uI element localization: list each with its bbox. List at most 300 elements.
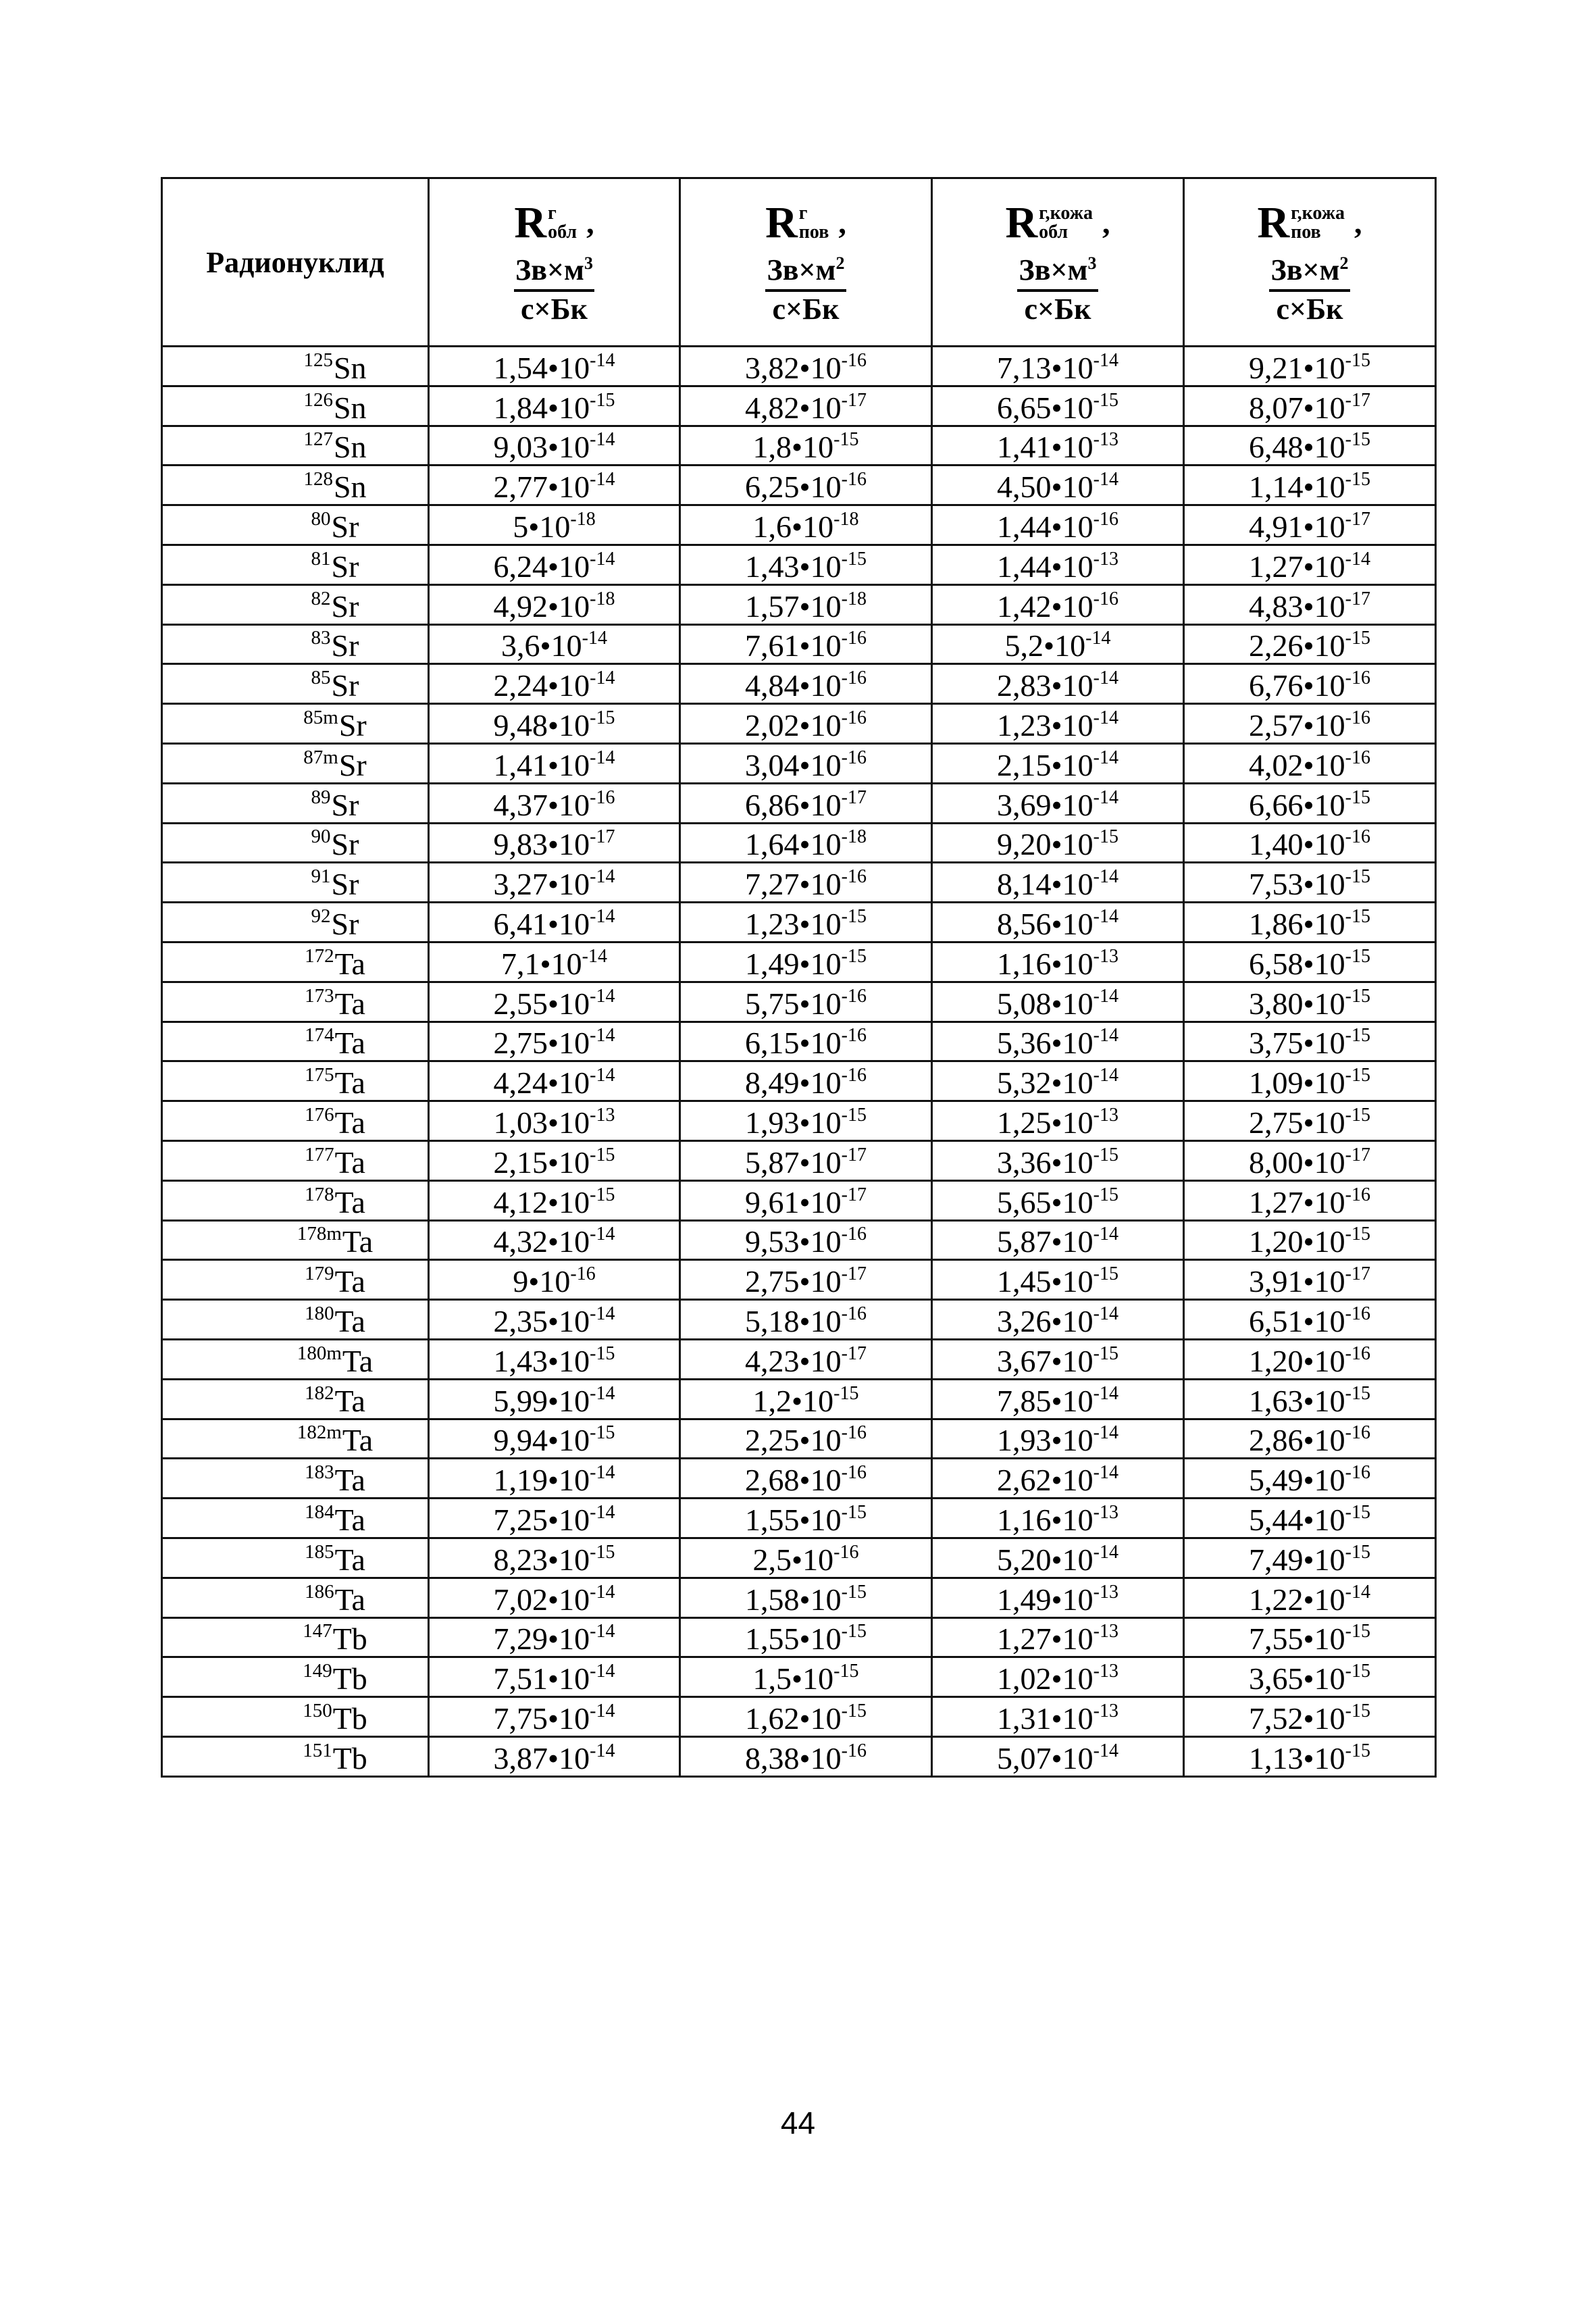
value-mantissa: 9•10 bbox=[513, 1264, 571, 1299]
mass-number: 174 bbox=[305, 1024, 334, 1047]
value-mantissa: 4,92•10 bbox=[493, 588, 590, 624]
value-cell bbox=[680, 1300, 932, 1340]
value-exponent: -14 bbox=[1345, 548, 1370, 570]
element-symbol: Ta bbox=[334, 1502, 365, 1537]
element-symbol: Ta bbox=[334, 1303, 365, 1338]
value-exponent: -15 bbox=[590, 1541, 615, 1563]
table-row bbox=[162, 1061, 1436, 1101]
value-exponent: -15 bbox=[841, 1501, 867, 1523]
mass-number: 128 bbox=[303, 468, 333, 491]
mass-number: 178m bbox=[297, 1223, 342, 1245]
value-exponent: -16 bbox=[841, 747, 867, 768]
value-cell bbox=[680, 1736, 932, 1776]
value-mantissa: 3,36•10 bbox=[997, 1145, 1093, 1180]
value-cell bbox=[680, 386, 932, 426]
value-mantissa: 4,84•10 bbox=[745, 668, 842, 703]
dose-coefficient-table bbox=[161, 177, 1437, 1778]
value-cell bbox=[932, 1419, 1184, 1459]
header-unit-fraction bbox=[1005, 255, 1110, 324]
value-mantissa: 1,45•10 bbox=[997, 1264, 1093, 1299]
value-exponent: -15 bbox=[1093, 1144, 1118, 1165]
element-symbol: Ta bbox=[334, 1145, 365, 1180]
value-cell bbox=[680, 664, 932, 704]
value-mantissa: 1,57•10 bbox=[745, 588, 842, 624]
value-exponent: -15 bbox=[590, 1184, 615, 1205]
value-exponent: -14 bbox=[590, 1700, 615, 1721]
value-mantissa: 1,16•10 bbox=[997, 1502, 1093, 1537]
value-cell bbox=[932, 1022, 1184, 1061]
value-exponent: -17 bbox=[841, 1263, 867, 1285]
value-cell bbox=[932, 982, 1184, 1022]
value-cell bbox=[1184, 903, 1436, 942]
value-cell bbox=[429, 903, 680, 942]
value-cell bbox=[1184, 1300, 1436, 1340]
value-mantissa: 5,08•10 bbox=[997, 986, 1093, 1021]
value-cell bbox=[932, 1499, 1184, 1538]
header-symbol: R bbox=[514, 197, 547, 247]
element-symbol: Tb bbox=[332, 1701, 367, 1736]
value-cell bbox=[680, 1697, 932, 1737]
header-superscript: г,кожа bbox=[1039, 202, 1093, 224]
value-exponent: -14 bbox=[590, 1025, 615, 1047]
value-exponent: -14 bbox=[1093, 1065, 1118, 1086]
header-indices bbox=[799, 204, 829, 242]
value-mantissa: 3,80•10 bbox=[1249, 986, 1345, 1021]
header-nuclide bbox=[162, 178, 429, 347]
nuclide-cell bbox=[162, 426, 429, 466]
value-cell bbox=[680, 783, 932, 823]
value-mantissa: 1,27•10 bbox=[1249, 1184, 1345, 1219]
mass-number: 180 bbox=[305, 1302, 334, 1324]
value-mantissa: 5,49•10 bbox=[1249, 1463, 1345, 1498]
value-cell bbox=[680, 823, 932, 863]
element-symbol: Sn bbox=[333, 390, 367, 425]
header-subscript: пов bbox=[1291, 221, 1321, 243]
nuclide-cell bbox=[162, 1578, 429, 1617]
value-exponent: -16 bbox=[590, 786, 615, 808]
value-mantissa: 2,55•10 bbox=[493, 986, 590, 1021]
header-indices bbox=[1039, 204, 1093, 242]
value-cell bbox=[932, 386, 1184, 426]
value-mantissa: 5,36•10 bbox=[997, 1026, 1093, 1061]
element-symbol: Tb bbox=[332, 1740, 367, 1776]
value-mantissa: 1,03•10 bbox=[493, 1105, 590, 1140]
value-exponent: -13 bbox=[1093, 1700, 1118, 1721]
element-symbol: Ta bbox=[334, 1383, 365, 1418]
value-mantissa: 2,77•10 bbox=[493, 470, 590, 505]
value-exponent: -16 bbox=[1345, 1422, 1370, 1444]
value-cell bbox=[1184, 1617, 1436, 1657]
nuclide-cell bbox=[162, 942, 429, 982]
value-mantissa: 2,57•10 bbox=[1249, 707, 1345, 743]
element-symbol: Sr bbox=[331, 509, 359, 544]
value-exponent: -14 bbox=[1345, 1581, 1370, 1603]
nuclide-cell bbox=[162, 1379, 429, 1419]
nuclide-cell bbox=[162, 545, 429, 584]
value-cell bbox=[1184, 783, 1436, 823]
header-nuclide-label: Радионуклид bbox=[206, 245, 384, 279]
value-exponent: -15 bbox=[1345, 1661, 1370, 1682]
value-mantissa: 8,07•10 bbox=[1249, 390, 1345, 425]
table-row bbox=[162, 1180, 1436, 1220]
value-mantissa: 1,44•10 bbox=[997, 549, 1093, 584]
value-exponent: -15 bbox=[1345, 349, 1370, 371]
value-mantissa: 4,82•10 bbox=[745, 390, 842, 425]
value-exponent: -18 bbox=[841, 826, 867, 848]
header-col bbox=[429, 178, 680, 347]
mass-number: 179 bbox=[305, 1263, 334, 1285]
value-cell bbox=[680, 466, 932, 505]
header-unit-fraction bbox=[1257, 255, 1362, 324]
value-exponent: -15 bbox=[1345, 1104, 1370, 1126]
nuclide-cell bbox=[162, 1339, 429, 1379]
value-mantissa: 1,6•10 bbox=[752, 509, 834, 544]
value-exponent: -15 bbox=[1345, 429, 1370, 451]
value-cell bbox=[1184, 466, 1436, 505]
value-mantissa: 9,94•10 bbox=[493, 1423, 590, 1458]
header-formula bbox=[1005, 197, 1110, 326]
value-mantissa: 1,42•10 bbox=[997, 588, 1093, 624]
value-exponent: -13 bbox=[1093, 1104, 1118, 1126]
value-cell bbox=[429, 1140, 680, 1180]
mass-number: 186 bbox=[305, 1580, 334, 1603]
value-cell bbox=[1184, 1538, 1436, 1578]
value-mantissa: 9,03•10 bbox=[493, 430, 590, 465]
value-cell bbox=[429, 1578, 680, 1617]
value-mantissa: 1,41•10 bbox=[997, 430, 1093, 465]
value-cell bbox=[680, 545, 932, 584]
nuclide-cell bbox=[162, 1657, 429, 1697]
value-mantissa: 2,25•10 bbox=[745, 1423, 842, 1458]
mass-number: 85m bbox=[303, 706, 338, 728]
value-cell bbox=[1184, 743, 1436, 783]
value-cell bbox=[680, 982, 932, 1022]
value-exponent: -15 bbox=[1345, 469, 1370, 491]
value-exponent: -16 bbox=[1345, 1342, 1370, 1364]
value-mantissa: 1,43•10 bbox=[493, 1343, 590, 1378]
value-exponent: -15 bbox=[841, 1700, 867, 1721]
nuclide-cell bbox=[162, 783, 429, 823]
nuclide-cell bbox=[162, 1736, 429, 1776]
value-mantissa: 5,32•10 bbox=[997, 1065, 1093, 1101]
element-symbol: Sr bbox=[331, 549, 359, 584]
value-cell bbox=[932, 466, 1184, 505]
value-cell bbox=[680, 1220, 932, 1260]
value-cell bbox=[429, 1499, 680, 1538]
value-cell bbox=[1184, 704, 1436, 744]
value-mantissa: 1,49•10 bbox=[745, 946, 842, 981]
value-exponent: -15 bbox=[1345, 786, 1370, 808]
element-symbol: Sr bbox=[338, 747, 367, 782]
value-exponent: -17 bbox=[1345, 389, 1370, 411]
value-mantissa: 1,09•10 bbox=[1249, 1065, 1345, 1101]
table-row bbox=[162, 1499, 1436, 1538]
value-exponent: -14 bbox=[1093, 1541, 1118, 1563]
value-cell bbox=[680, 1419, 932, 1459]
value-cell bbox=[932, 903, 1184, 942]
value-cell bbox=[932, 704, 1184, 744]
value-cell bbox=[429, 386, 680, 426]
value-cell bbox=[1184, 505, 1436, 545]
value-mantissa: 2,26•10 bbox=[1249, 628, 1345, 663]
value-mantissa: 9,61•10 bbox=[745, 1184, 842, 1219]
mass-number: 147 bbox=[303, 1620, 332, 1642]
value-cell bbox=[680, 1339, 932, 1379]
value-exponent: -14 bbox=[1093, 469, 1118, 491]
value-exponent: -14 bbox=[1093, 349, 1118, 371]
value-exponent: -14 bbox=[1093, 1303, 1118, 1324]
element-symbol: Sr bbox=[331, 867, 359, 902]
value-cell bbox=[429, 1459, 680, 1499]
value-mantissa: 1,2•10 bbox=[752, 1383, 834, 1418]
header-comma: , bbox=[1102, 205, 1110, 240]
value-exponent: -16 bbox=[841, 1303, 867, 1324]
value-cell bbox=[680, 1140, 932, 1180]
header-col bbox=[680, 178, 932, 347]
value-mantissa: 1,44•10 bbox=[997, 509, 1093, 544]
table-row bbox=[162, 545, 1436, 584]
value-cell bbox=[1184, 1140, 1436, 1180]
value-mantissa: 3,27•10 bbox=[493, 867, 590, 902]
value-mantissa: 1,23•10 bbox=[745, 906, 842, 941]
value-exponent: -15 bbox=[1093, 1342, 1118, 1364]
mass-number: 82 bbox=[311, 587, 331, 609]
element-symbol: Sn bbox=[333, 470, 367, 505]
nuclide-cell bbox=[162, 1697, 429, 1737]
value-cell bbox=[932, 1379, 1184, 1419]
value-exponent: -14 bbox=[582, 945, 607, 967]
value-mantissa: 4,83•10 bbox=[1249, 588, 1345, 624]
value-cell bbox=[680, 1657, 932, 1697]
header-formula bbox=[765, 197, 846, 326]
element-symbol: Ta bbox=[334, 1026, 365, 1061]
value-mantissa: 1,62•10 bbox=[745, 1701, 842, 1736]
value-exponent: -15 bbox=[841, 1581, 867, 1603]
value-cell bbox=[429, 942, 680, 982]
value-exponent: -15 bbox=[1345, 1621, 1370, 1642]
value-mantissa: 1,64•10 bbox=[745, 827, 842, 862]
value-cell bbox=[429, 505, 680, 545]
nuclide-cell bbox=[162, 466, 429, 505]
value-mantissa: 8,23•10 bbox=[493, 1542, 590, 1577]
table-row bbox=[162, 1339, 1436, 1379]
element-symbol: Ta bbox=[342, 1343, 374, 1378]
value-mantissa: 2,62•10 bbox=[997, 1463, 1093, 1498]
value-mantissa: 7,1•10 bbox=[501, 946, 582, 981]
table-row bbox=[162, 823, 1436, 863]
value-cell bbox=[429, 545, 680, 584]
nuclide-cell bbox=[162, 584, 429, 624]
value-cell bbox=[1184, 1260, 1436, 1300]
value-mantissa: 1,27•10 bbox=[1249, 549, 1345, 584]
value-exponent: -16 bbox=[1345, 707, 1370, 728]
header-col bbox=[1184, 178, 1436, 347]
value-exponent: -14 bbox=[590, 747, 615, 768]
value-mantissa: 1,84•10 bbox=[493, 390, 590, 425]
header-unit-numerator: $Зв\times м^2$ bbox=[1269, 255, 1349, 292]
nuclide-cell bbox=[162, 1459, 429, 1499]
value-cell bbox=[429, 1657, 680, 1697]
value-mantissa: 4,91•10 bbox=[1249, 509, 1345, 544]
value-exponent: -16 bbox=[841, 707, 867, 728]
value-exponent: -16 bbox=[841, 1740, 867, 1761]
nuclide-cell bbox=[162, 982, 429, 1022]
header-superscript: г,кожа bbox=[1291, 202, 1345, 224]
header-formula bbox=[1257, 197, 1362, 326]
mass-number: 149 bbox=[303, 1660, 332, 1682]
mass-number: 183 bbox=[305, 1461, 334, 1484]
mass-number: 185 bbox=[305, 1540, 334, 1563]
value-exponent: -15 bbox=[1345, 985, 1370, 1007]
nuclide-cell bbox=[162, 1617, 429, 1657]
value-exponent: -14 bbox=[590, 668, 615, 689]
value-mantissa: 3,26•10 bbox=[997, 1303, 1093, 1338]
element-symbol: Tb bbox=[332, 1661, 367, 1696]
value-exponent: -15 bbox=[1345, 1501, 1370, 1523]
element-symbol: Sr bbox=[338, 707, 367, 743]
element-symbol: Sr bbox=[331, 787, 359, 822]
value-cell bbox=[429, 466, 680, 505]
value-mantissa: 9,83•10 bbox=[493, 827, 590, 862]
table-row bbox=[162, 386, 1436, 426]
mass-number: 180m bbox=[297, 1342, 342, 1364]
nuclide-cell bbox=[162, 903, 429, 942]
element-symbol: Ta bbox=[342, 1423, 374, 1458]
value-mantissa: 9,21•10 bbox=[1249, 350, 1345, 385]
value-exponent: -13 bbox=[1093, 945, 1118, 967]
value-cell bbox=[429, 743, 680, 783]
nuclide-cell bbox=[162, 664, 429, 704]
mass-number: 173 bbox=[305, 984, 334, 1007]
value-exponent: -16 bbox=[1345, 747, 1370, 768]
value-mantissa: 3,65•10 bbox=[1249, 1661, 1345, 1696]
value-exponent: -14 bbox=[1093, 1224, 1118, 1245]
value-mantissa: 6,48•10 bbox=[1249, 430, 1345, 465]
value-exponent: -15 bbox=[841, 1104, 867, 1126]
value-exponent: -16 bbox=[841, 985, 867, 1007]
value-cell bbox=[932, 1617, 1184, 1657]
value-mantissa: 5,87•10 bbox=[745, 1145, 842, 1180]
value-cell bbox=[932, 1140, 1184, 1180]
value-cell bbox=[680, 1499, 932, 1538]
value-mantissa: 2,15•10 bbox=[997, 747, 1093, 782]
nuclide-cell bbox=[162, 863, 429, 903]
value-exponent: -14 bbox=[590, 1621, 615, 1642]
value-exponent: -14 bbox=[1093, 1740, 1118, 1761]
value-cell bbox=[429, 1736, 680, 1776]
value-exponent: -14 bbox=[582, 628, 607, 649]
value-cell bbox=[1184, 1697, 1436, 1737]
value-cell bbox=[1184, 624, 1436, 664]
value-exponent: -17 bbox=[841, 786, 867, 808]
value-cell bbox=[680, 505, 932, 545]
value-mantissa: 4,37•10 bbox=[493, 787, 590, 822]
value-mantissa: 1,55•10 bbox=[745, 1621, 842, 1657]
value-exponent: -15 bbox=[833, 429, 859, 451]
value-cell bbox=[429, 1379, 680, 1419]
value-cell bbox=[429, 1538, 680, 1578]
value-cell bbox=[680, 1578, 932, 1617]
header-unit-denominator: с×Бк bbox=[1276, 292, 1343, 326]
value-mantissa: 1,25•10 bbox=[997, 1105, 1093, 1140]
value-exponent: -14 bbox=[590, 469, 615, 491]
value-cell bbox=[429, 1617, 680, 1657]
value-exponent: -14 bbox=[590, 1740, 615, 1761]
table-row bbox=[162, 1260, 1436, 1300]
value-mantissa: 7,51•10 bbox=[493, 1661, 590, 1696]
value-mantissa: 3,04•10 bbox=[745, 747, 842, 782]
value-cell bbox=[932, 426, 1184, 466]
value-cell bbox=[1184, 1101, 1436, 1141]
value-cell bbox=[932, 1101, 1184, 1141]
value-exponent: -14 bbox=[1093, 668, 1118, 689]
value-exponent: -13 bbox=[1093, 429, 1118, 451]
value-cell bbox=[680, 1538, 932, 1578]
value-mantissa: 1,49•10 bbox=[997, 1582, 1093, 1617]
value-exponent: -16 bbox=[1345, 668, 1370, 689]
value-mantissa: 6,24•10 bbox=[493, 549, 590, 584]
value-mantissa: 7,53•10 bbox=[1249, 867, 1345, 902]
value-mantissa: 5,65•10 bbox=[997, 1184, 1093, 1219]
value-cell bbox=[932, 1220, 1184, 1260]
element-symbol: Ta bbox=[334, 1184, 365, 1219]
value-cell bbox=[932, 664, 1184, 704]
value-cell bbox=[1184, 664, 1436, 704]
table-row bbox=[162, 426, 1436, 466]
value-cell bbox=[1184, 1736, 1436, 1776]
value-cell bbox=[429, 1061, 680, 1101]
value-mantissa: 8,00•10 bbox=[1249, 1145, 1345, 1180]
value-exponent: -14 bbox=[590, 1382, 615, 1404]
value-exponent: -14 bbox=[1093, 1382, 1118, 1404]
table-row bbox=[162, 982, 1436, 1022]
value-exponent: -14 bbox=[1093, 905, 1118, 927]
header-indices bbox=[548, 204, 577, 242]
value-exponent: -15 bbox=[590, 1422, 615, 1444]
mass-number: 89 bbox=[311, 786, 331, 808]
value-exponent: -15 bbox=[841, 1621, 867, 1642]
value-mantissa: 7,49•10 bbox=[1249, 1542, 1345, 1577]
table-row bbox=[162, 1140, 1436, 1180]
value-mantissa: 6,66•10 bbox=[1249, 787, 1345, 822]
mass-number: 184 bbox=[305, 1501, 334, 1523]
table-row bbox=[162, 505, 1436, 545]
value-cell bbox=[429, 1419, 680, 1459]
header-unit-denominator: с×Бк bbox=[520, 292, 588, 326]
value-mantissa: 5•10 bbox=[513, 509, 571, 544]
element-symbol: Ta bbox=[334, 1582, 365, 1617]
element-symbol: Sn bbox=[333, 350, 367, 385]
element-symbol: Ta bbox=[334, 1065, 365, 1101]
value-cell bbox=[429, 1180, 680, 1220]
value-exponent: -18 bbox=[590, 588, 615, 609]
value-exponent: -16 bbox=[841, 349, 867, 371]
value-cell bbox=[932, 942, 1184, 982]
value-cell bbox=[680, 1101, 932, 1141]
value-exponent: -17 bbox=[1345, 1263, 1370, 1285]
table-row bbox=[162, 942, 1436, 982]
value-exponent: -16 bbox=[570, 1263, 596, 1285]
value-cell bbox=[680, 1617, 932, 1657]
value-exponent: -17 bbox=[841, 1144, 867, 1165]
value-exponent: -16 bbox=[1345, 1184, 1370, 1205]
value-mantissa: 2,24•10 bbox=[493, 668, 590, 703]
value-mantissa: 5,87•10 bbox=[997, 1224, 1093, 1259]
value-cell bbox=[680, 1022, 932, 1061]
header-comma: , bbox=[586, 205, 594, 240]
value-mantissa: 2,68•10 bbox=[745, 1463, 842, 1498]
header-unit-numerator: $Зв\times м^3$ bbox=[1017, 255, 1098, 292]
